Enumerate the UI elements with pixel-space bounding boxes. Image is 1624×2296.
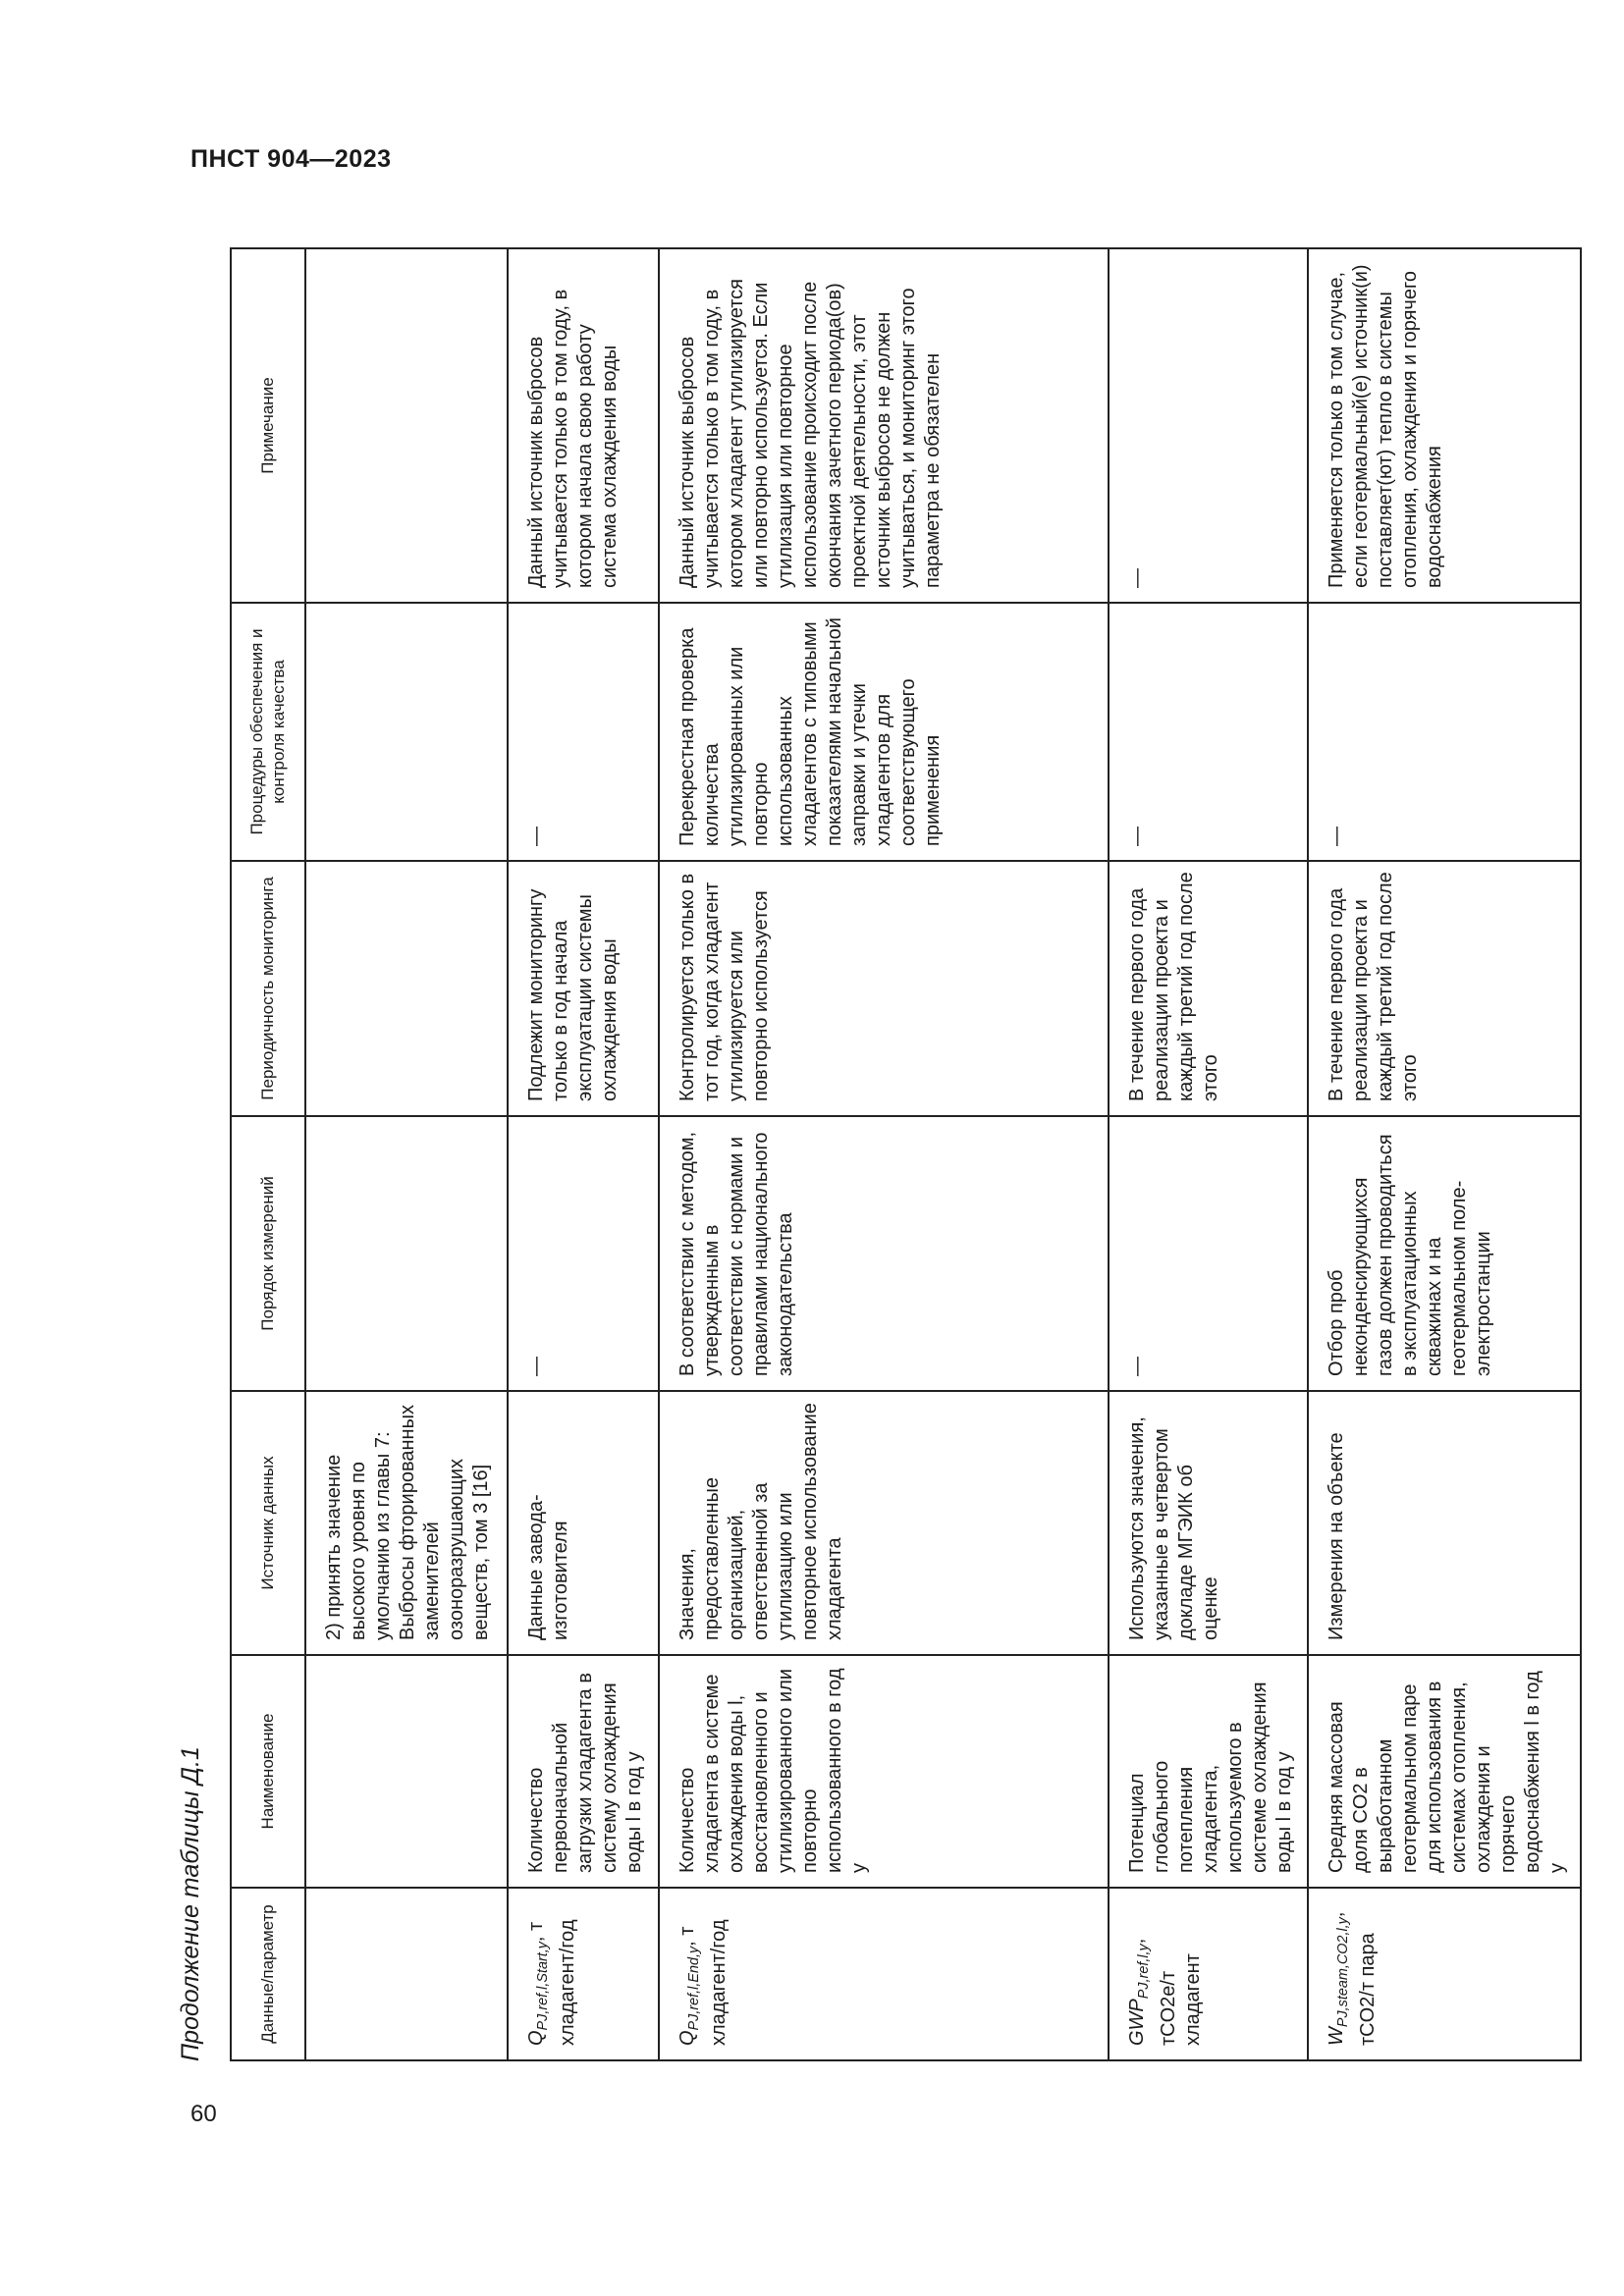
param-cell xyxy=(305,1888,508,2060)
rotated-table-page xyxy=(177,216,1568,2061)
monitoring-parameters-table xyxy=(230,247,1582,2061)
column-header: Наименование xyxy=(231,1655,305,1888)
table-row xyxy=(305,248,508,2060)
note-cell: Данный источник выбросов учитывается только в том году, в котором начала свою работу система охлаждения воды xyxy=(508,248,659,603)
name-cell: Средняя массовая доля CO2 в выработанном геотермальном паре для использования в системах отопления, охлаждения и горячего водоснабжения l в год y xyxy=(1308,1655,1581,1888)
measure-cell: В соответствии с методом, утвержденным в соответствии с нормами и правилами национального законодательства xyxy=(659,1116,1109,1391)
qa-cell: Перекрестная проверка количества утилизированных или повторно использованных хладагентов с типовыми показателями начальной заправки и утечки хладагентов для соответствующего применения xyxy=(659,603,1109,861)
page-number: 60 xyxy=(190,2101,217,2127)
column-header: Примечание xyxy=(231,248,305,603)
table-header-row xyxy=(231,248,305,2060)
name-cell: Количество первоначальной загрузки хладагента в систему охлаждения воды l в год y xyxy=(508,1655,659,1888)
table-caption: Продолжение таблицы Д.1 xyxy=(177,1746,204,2061)
measure-cell xyxy=(305,1116,508,1391)
param-symbol: W xyxy=(1326,2027,1347,2046)
period-cell: В течение первого года реализации проекта и каждый третий год после этого xyxy=(1308,861,1581,1116)
document-id: ПНСТ 904—2023 xyxy=(190,145,392,173)
param-subscript: PJ,ref,l,y xyxy=(1136,1944,1152,2000)
param-unit: , т хладагент/год xyxy=(525,1919,578,2046)
period-cell: В течение первого года реализации проекта и каждый третий год после этого xyxy=(1109,861,1308,1116)
qa-cell: — xyxy=(1308,603,1581,861)
qa-cell: — xyxy=(1109,603,1308,861)
table-row xyxy=(659,248,1109,2060)
source-cell: Используются значения, указанные в четвертом докладе МГЭИК об оценке xyxy=(1109,1391,1308,1655)
column-header: Данные/параметр xyxy=(231,1888,305,2060)
note-cell: Применяется только в том случае, если геотермальный(е) источник(и) поставляет(ют) тепло в системы отопления, охлаждения и горячего водоснабжения xyxy=(1308,248,1581,603)
name-cell: Потенциал глобального потепления хладагента, используемого в системе охлаждения воды l в год y xyxy=(1109,1655,1308,1888)
param-symbol: GWP xyxy=(1126,1999,1148,2046)
table-row xyxy=(1109,248,1308,2060)
note-cell: Данный источник выбросов учитывается только в том году, в котором хладагент утилизируется или повторно используется. Если утилизация или повторное использование происходит после окончания зачетного периода(ов) проектной деятельности, этот источник выбросов не должен учитываться, и мониторинг этого параметра не обязателен xyxy=(659,248,1109,603)
source-cell: Измерения на объекте xyxy=(1308,1391,1581,1655)
measure-cell: Отбор проб неконденсирующихся газов должен проводиться в эксплуатационных скважинах и на геотермальном поле-электростанции xyxy=(1308,1116,1581,1391)
period-cell: Подлежит мониторингу только в год начала эксплуатации системы охлаждения воды xyxy=(508,861,659,1116)
period-cell xyxy=(305,861,508,1116)
table-row xyxy=(1308,248,1581,2060)
param-cell xyxy=(508,1888,659,2060)
param-symbol: Q xyxy=(677,2030,698,2046)
param-subscript: PJ,steam,CO2,l,y xyxy=(1335,1917,1351,2028)
column-header: Процедуры обеспечения и контроля качества xyxy=(231,603,305,861)
param-subscript: PJ,ref,l,End,y xyxy=(686,1946,702,2031)
param-cell xyxy=(1308,1888,1581,2060)
name-cell: Количество хладагента в системе охлаждения воды l, восстановленного и утилизированного или повторно использованного в год y xyxy=(659,1655,1109,1888)
source-cell: Данные завода-изготовителя xyxy=(508,1391,659,1655)
qa-cell: — xyxy=(508,603,659,861)
qa-cell xyxy=(305,603,508,861)
column-header: Источник данных xyxy=(231,1391,305,1655)
note-cell xyxy=(305,248,508,603)
measure-cell: — xyxy=(508,1116,659,1391)
param-unit: , т хладагент/год xyxy=(677,1919,730,2046)
name-cell xyxy=(305,1655,508,1888)
param-unit: , тCO2/т пара xyxy=(1326,1911,1379,2046)
param-cell xyxy=(659,1888,1109,2060)
param-subscript: PJ,ref,l,Start,y xyxy=(535,1942,551,2031)
source-cell: Значения, предоставленные организацией, ответственной за утилизацию или повторное использование хладагента xyxy=(659,1391,1109,1655)
param-cell xyxy=(1109,1888,1308,2060)
note-cell: — xyxy=(1109,248,1308,603)
column-header: Порядок измерений xyxy=(231,1116,305,1391)
measure-cell: — xyxy=(1109,1116,1308,1391)
param-unit: , тCO2е/т хладагент xyxy=(1126,1938,1204,2046)
param-symbol: Q xyxy=(525,2030,547,2046)
period-cell: Контролируется только в тот год, когда хладагент утилизируется или повторно используется xyxy=(659,861,1109,1116)
table-row xyxy=(508,248,659,2060)
column-header: Периодичность мониторинга xyxy=(231,861,305,1116)
source-cell: 2) принять значение высокого уровня по умолчанию из главы 7: Выбросы фторированных заменителей озоноразрушающих веществ, том 3 [16] xyxy=(305,1391,508,1655)
